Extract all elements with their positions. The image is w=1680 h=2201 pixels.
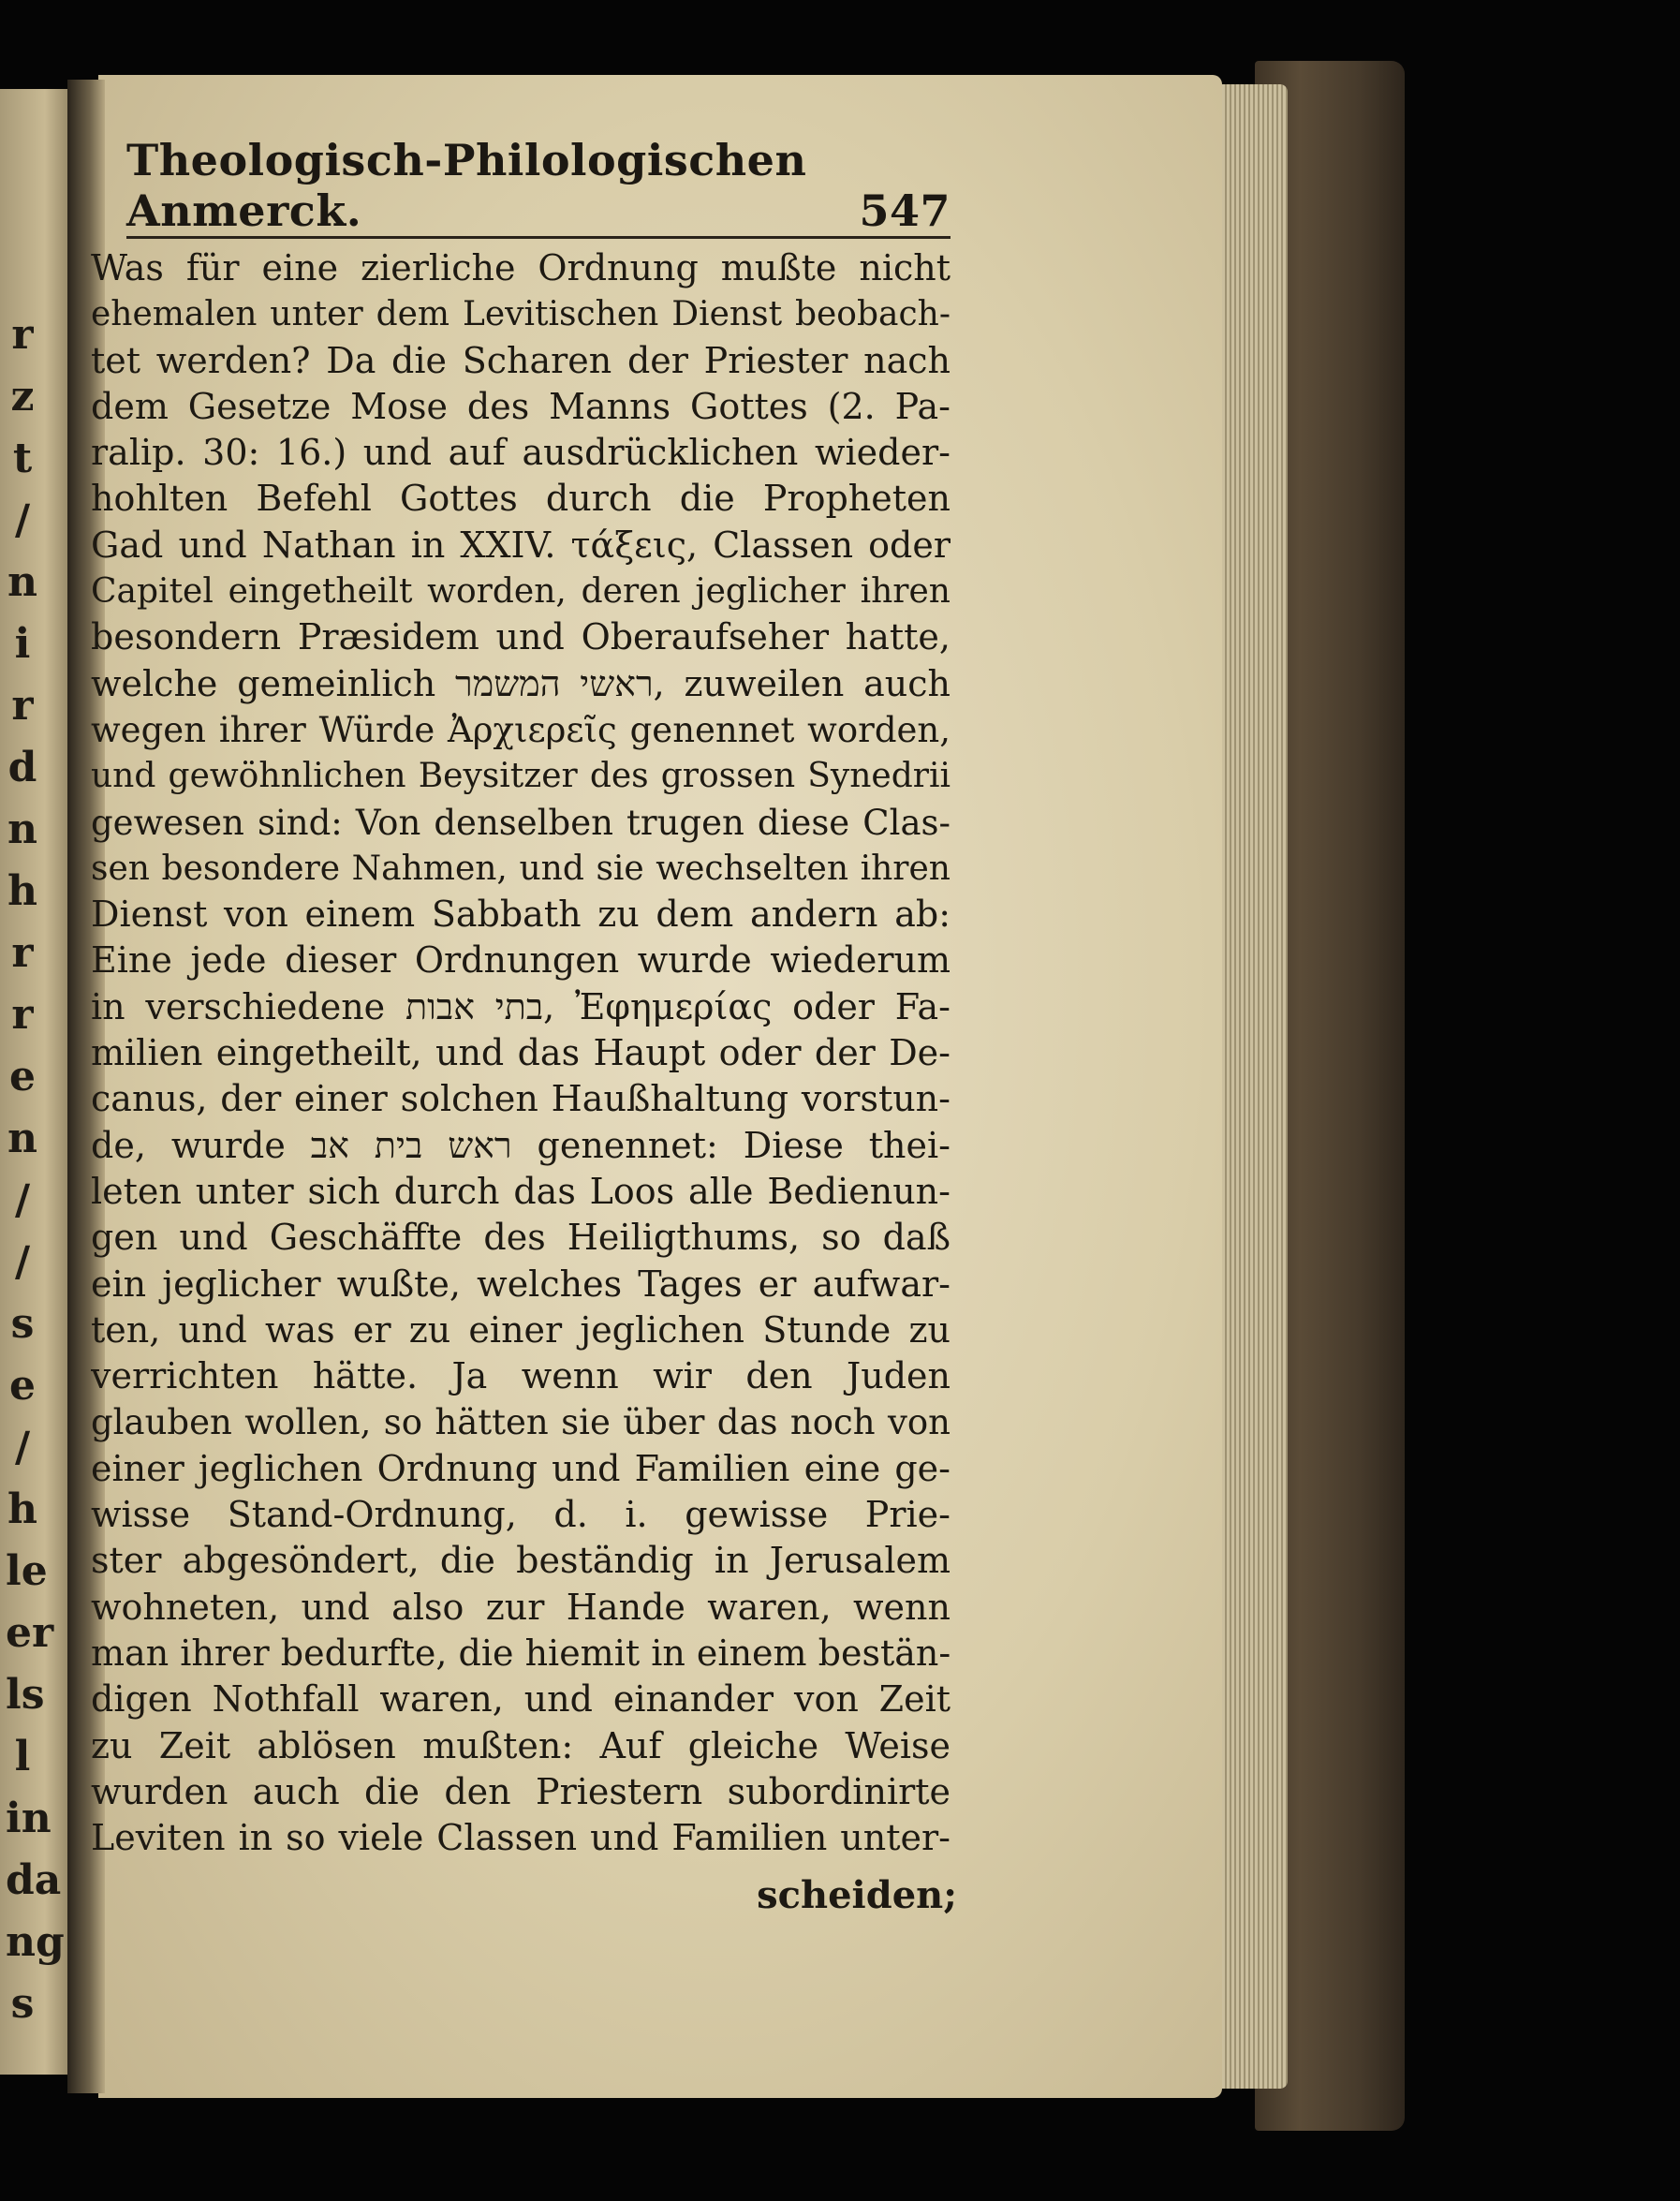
margin-fragment: r [11,682,34,730]
margin-fragment: e [9,1053,36,1100]
margin-fragment: s [10,1980,35,2028]
text-line: in verschiedene בתי אבות, Ἐφημερίας oder Fa- [91,985,951,1027]
running-header [126,135,951,239]
text-line: ehemalen unter dem Levitischen Dienst beobach- [91,295,951,334]
margin-fragment: er [6,1609,54,1657]
text-line: milien eingetheilt, und das Haupt oder der De- [91,1032,951,1074]
text-line: wohneten, und also zur Hande waren, wenn [91,1586,951,1628]
text-line: dem Gesetze Mose des Manns Gottes (2. Pa- [91,385,951,427]
text-line: digen Nothfall waren, und einander von Zeit [91,1678,951,1721]
text-line: tet werden? Da die Scharen der Priester nach [91,339,951,381]
margin-fragment: da [6,1856,62,1904]
margin-fragment: in [6,1795,52,1842]
left-page-edge [0,89,75,2075]
text-line: besondern Præsidem und Oberaufseher hatte, [91,616,951,658]
text-line: de, wurde ראש בית אב genennet: Diese thei- [91,1124,951,1166]
text-line: sen besondere Nahmen, und sie wechselten ihren [91,849,951,888]
margin-fragment: t [12,435,33,482]
text-line: canus, der einer solchen Haußhaltung vorstun- [91,1078,951,1120]
text-line: Was für eine zierliche Ordnung mußte nicht [91,247,951,288]
text-line: einer jeglichen Ordnung und Familien eine ge- [91,1447,951,1489]
margin-fragment: h [7,1485,37,1533]
text-line: hohlten Befehl Gottes durch die Propheten [91,478,951,520]
text-line: verrichten hätte. Ja wenn wir den Juden [91,1355,951,1397]
text-line: Capitel eingetheilt worden, deren jeglicher ihren [91,572,951,612]
text-line: wegen ihrer Würde Ἀρχιερεῖς genennet worden, [91,709,951,750]
margin-fragment: / [14,1424,31,1471]
text-line: ralip. 30: 16.) und auf ausdrücklichen wieder- [91,432,951,474]
margin-fragment: r [11,311,34,359]
body-text [91,245,951,1861]
margin-fragment: le [6,1547,48,1595]
running-title: Theologisch-Philologischen Anmerck. [126,135,807,236]
catchword: scheiden; [757,1873,957,1917]
text-line: Leviten in so viele Classen und Familien unter- [91,1817,951,1859]
text-line: zu Zeit ablösen mußten: Auf gleiche Weise [91,1724,951,1766]
text-line: wurden auch die den Priestern subordinirte [91,1770,951,1812]
margin-fragment: / [14,496,31,544]
text-line: glauben wollen, so hätten sie über das noch von [91,1402,951,1443]
left-margin-fragments [6,304,65,2035]
text-line: gen und Geschäffte des Heiligthums, so daß [91,1217,951,1259]
margin-fragment: l [14,1733,31,1780]
text-line: Gad und Nathan in XXIV. τάξεις, Classen oder [91,524,951,566]
text-line: Eine jede dieser Ordnungen wurde wiederum [91,939,951,982]
margin-fragment: e [9,1362,36,1410]
text-line: ten, und was er zu einer jeglichen Stunde zu [91,1308,951,1351]
text-line: gewesen sind: Von denselben trugen diese Clas- [91,802,951,843]
margin-fragment: z [10,373,35,421]
margin-fragment: n [7,805,37,853]
margin-fragment: n [7,558,37,606]
text-line: Dienst von einem Sabbath zu dem andern ab: [91,894,951,936]
text-line: und gewöhnlichen Beysitzer des grossen Synedrii [91,757,951,796]
text-line: ster abgesöndert, die beständig in Jerusalem [91,1540,951,1582]
margin-fragment: d [7,744,37,791]
margin-fragment: i [14,620,31,668]
text-line: welche gemeinlich ראשי המשמר, zuweilen auch [91,662,951,704]
margin-fragment: s [10,1300,35,1348]
margin-fragment: r [11,929,34,977]
margin-fragment: / [14,1176,31,1224]
page-number: 547 [859,185,951,236]
margin-fragment: ng [6,1918,65,1966]
margin-fragment: ls [6,1671,45,1719]
text-line: ein jeglicher wußte, welches Tages er aufwar- [91,1263,951,1305]
margin-fragment: n [7,1115,37,1162]
text-line: man ihrer bedurfte, die hiemit in einem bestän- [91,1632,951,1674]
text-line: leten unter sich durch das Loos alle Bedienun- [91,1170,951,1212]
margin-fragment: h [7,867,37,915]
margin-fragment: r [11,991,34,1039]
margin-fragment: / [14,1238,31,1286]
text-line: wisse Stand-Ordnung, d. i. gewisse Prie- [91,1494,951,1536]
